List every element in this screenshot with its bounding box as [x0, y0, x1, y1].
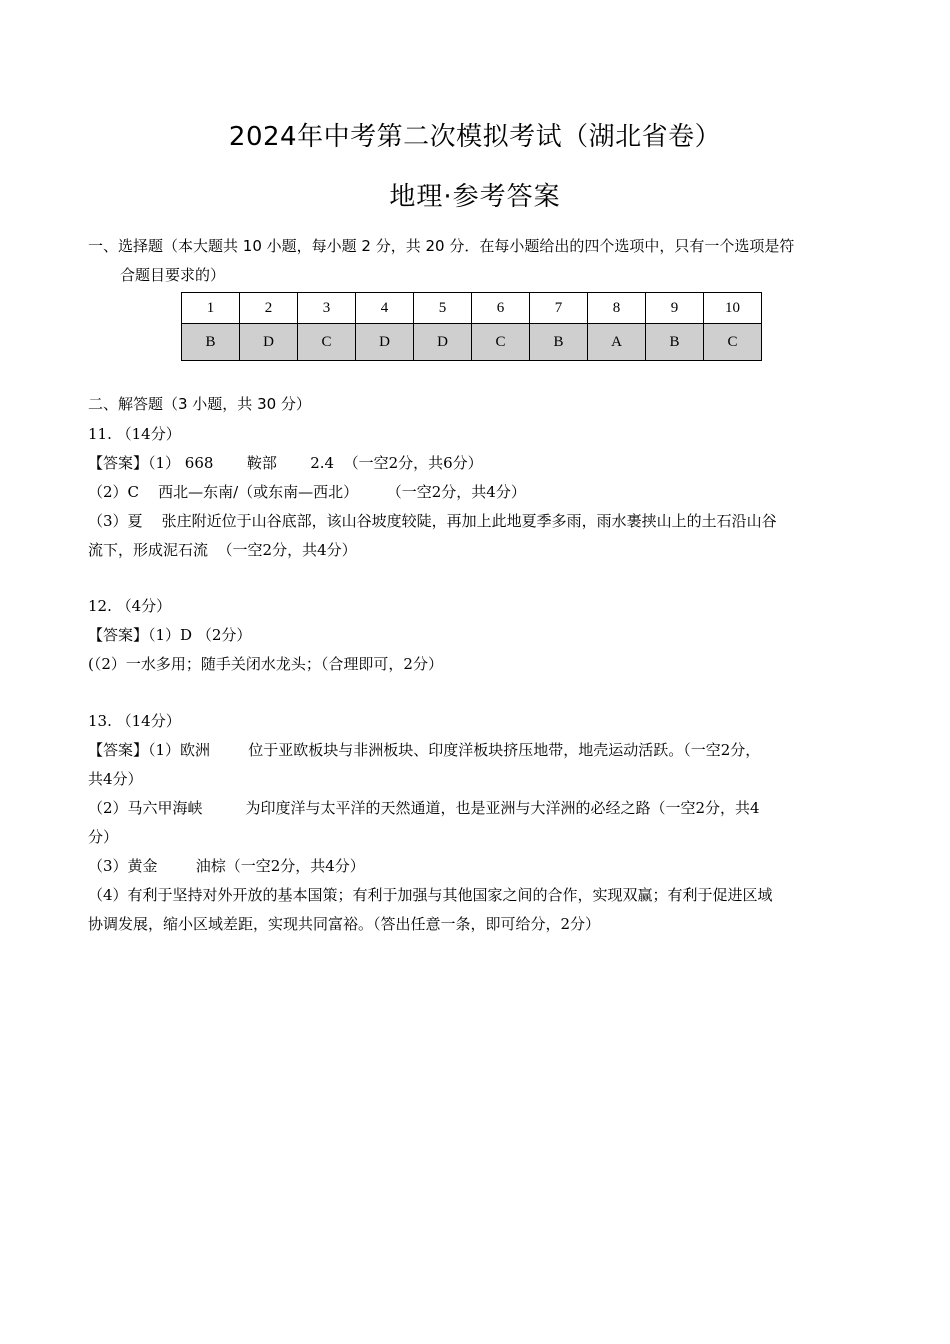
question-13-line: （3）黄金 油棕（一空2分，共4分）: [88, 857, 365, 875]
question-11-line: 【答案】（1） 668 鞍部 2.4 （一空2分，共6分）: [88, 454, 483, 472]
question-13-block: [88, 707, 868, 939]
section1-heading-line1: 一、选择题（本大题共 10 小题，每小题 2 分，共 20 分．在每小题给出的四个选项中，只有一个选项是符: [88, 237, 795, 255]
question-number-cell: 4: [356, 293, 414, 324]
answer-table: [181, 292, 762, 361]
answer-cell: A: [588, 324, 646, 361]
answer-cell: C: [298, 324, 356, 361]
question-11-head: 11. （14分）: [88, 425, 181, 443]
question-number-cell: 9: [646, 293, 704, 324]
answer-cell: C: [472, 324, 530, 361]
answer-cell: B: [182, 324, 240, 361]
question-11-block: [88, 420, 868, 565]
question-12-line: (（2）一水多用；随手关闭水龙头；（合理即可，2分）: [88, 655, 443, 673]
answer-cell: D: [356, 324, 414, 361]
answer-cell: D: [414, 324, 472, 361]
question-number-cell: 3: [298, 293, 356, 324]
page-title: 2024年中考第二次模拟考试（湖北省卷）: [228, 122, 722, 152]
answer-cell: D: [240, 324, 298, 361]
question-number-cell: 6: [472, 293, 530, 324]
question-12-block: [88, 592, 868, 679]
answer-cell: B: [530, 324, 588, 361]
question-number-cell: 1: [182, 293, 240, 324]
page-subtitle: 地理·参考答案: [389, 182, 561, 212]
question-13-line: 分）: [88, 828, 119, 846]
question-number-cell: 5: [414, 293, 472, 324]
question-number-cell: 7: [530, 293, 588, 324]
answer-table-number-row: [182, 293, 762, 324]
question-13-line: 【答案】（1）欧洲 位于亚欧板块与非洲板块、印度洋板块挤压地带，地壳运动活跃。（一空2分，: [88, 741, 761, 759]
question-11-line: （2）C 西北—东南/（或东南—西北） （一空2分，共4分）: [88, 483, 526, 501]
answer-table-answer-row: [182, 324, 762, 361]
question-13-head: 13. （14分）: [88, 712, 181, 730]
answer-cell: B: [646, 324, 704, 361]
question-number-cell: 8: [588, 293, 646, 324]
question-number-cell: 10: [704, 293, 762, 324]
question-13-line: 协调发展，缩小区域差距，实现共同富裕。（答出任意一条，即可给分，2分）: [88, 915, 601, 933]
question-number-cell: 2: [240, 293, 298, 324]
question-11-line: 流下，形成泥石流 （一空2分，共4分）: [88, 541, 357, 559]
question-12-head: 12. （4分）: [88, 597, 172, 615]
question-11-line: （3）夏 张庄附近位于山谷底部，该山谷坡度较陡，再加上此地夏季多雨，雨水裹挟山上的土石沿山谷: [88, 512, 777, 530]
question-12-line: 【答案】（1）D （2分）: [88, 626, 252, 644]
section1-heading-line2: 合题目要求的）: [120, 266, 226, 284]
section-free-response-heading: 二、解答题（3 小题，共 30 分）: [88, 395, 311, 413]
section-multiple-choice-heading: [88, 232, 868, 290]
question-13-line: （4）有利于坚持对外开放的基本国策；有利于加强与其他国家之间的合作，实现双赢；有利于促进区域: [88, 886, 773, 904]
answer-cell: C: [704, 324, 762, 361]
question-13-line: 共4分）: [88, 770, 143, 788]
question-13-line: （2）马六甲海峡 为印度洋与太平洋的天然通道，也是亚洲与大洋洲的必经之路（一空2分，共4: [88, 799, 760, 817]
